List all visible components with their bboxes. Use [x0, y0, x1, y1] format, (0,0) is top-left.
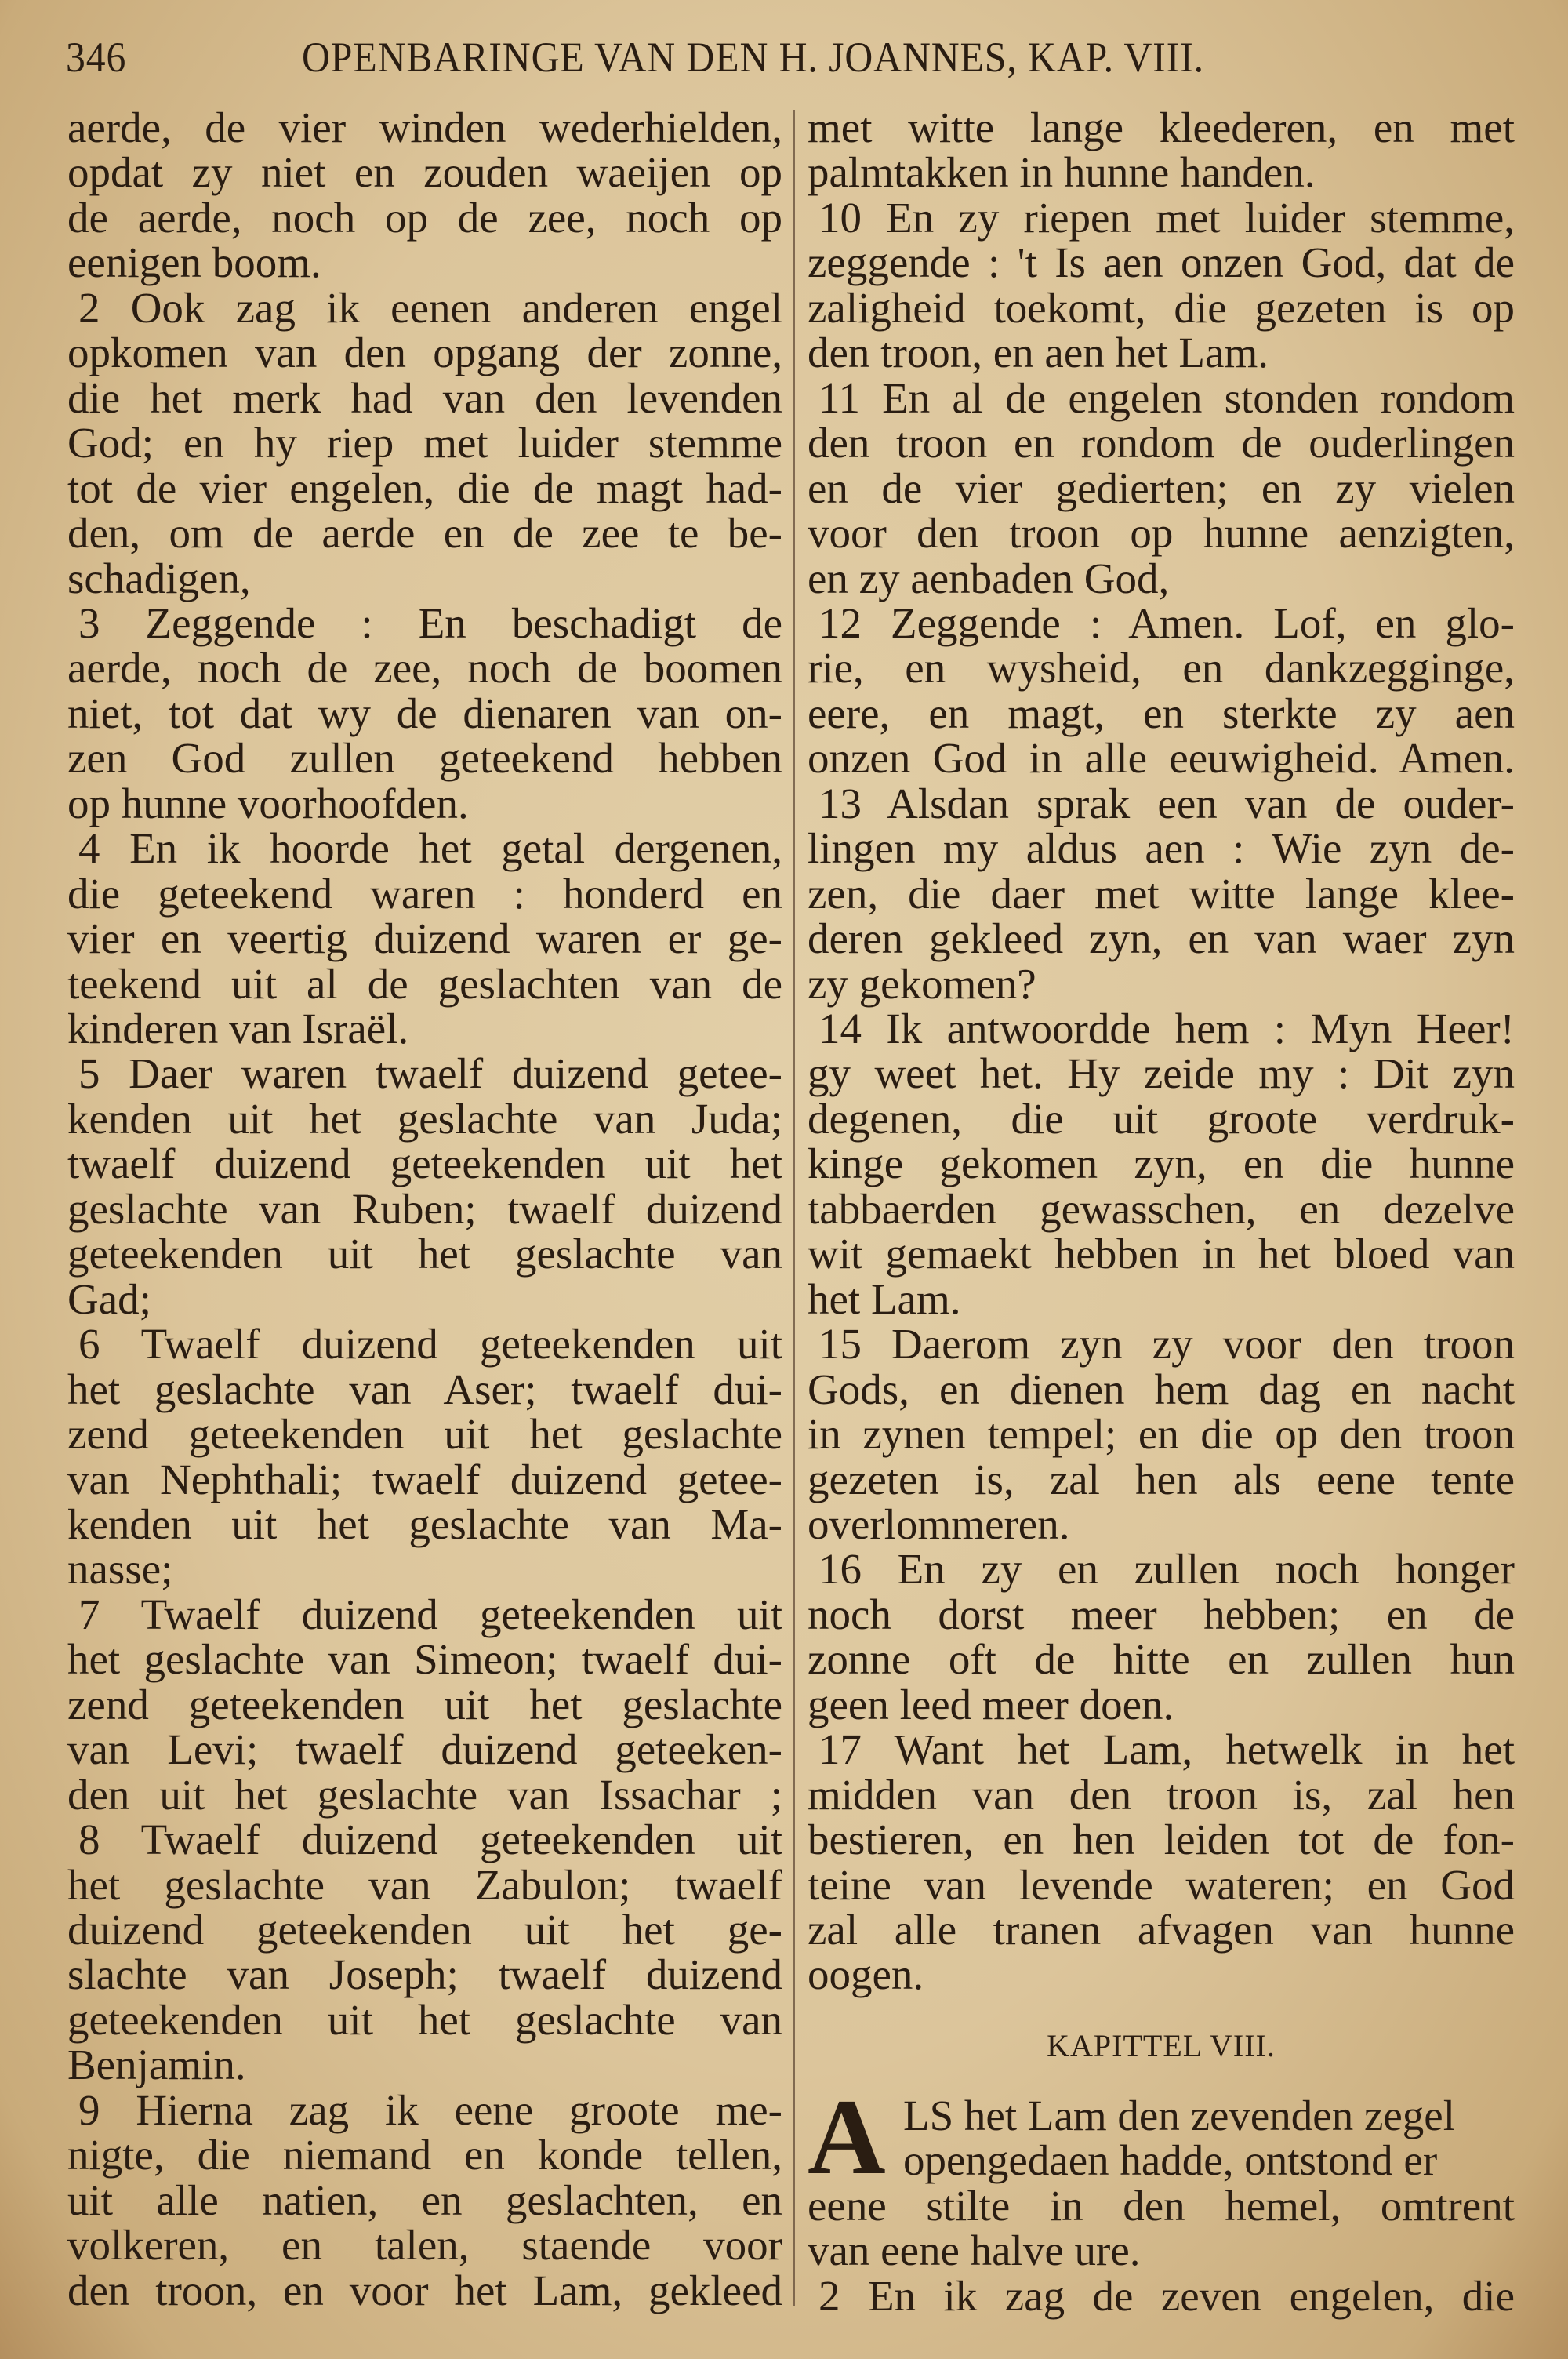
text-line: 3 Zeggende : En beschadigt de: [78, 598, 782, 647]
text-line: zonne oft de hitte en zullen hun: [808, 1635, 1515, 1684]
text-line: 2 En ik zag de zeven engelen, die: [818, 2271, 1515, 2320]
text-line: zend geteekenden uit het geslachte: [67, 1680, 782, 1728]
text-line: geteekenden uit het geslachte van: [67, 1230, 782, 1278]
text-line: geslachte van Ruben; twaelf duizend: [67, 1184, 782, 1233]
text-line: van eene halve ure.: [808, 2226, 1141, 2275]
text-line: 13 Alsdan sprak een van de ouder-: [818, 779, 1515, 827]
text-line: geteekenden uit het geslachte van: [67, 1995, 782, 2044]
text-line: op hunne voorhoofden.: [67, 779, 469, 827]
text-line: twaelf duizend geteekenden uit het: [67, 1140, 782, 1188]
text-line: slachte van Joseph; twaelf duizend: [67, 1950, 782, 1999]
text-line: en zy aenbaden God,: [808, 554, 1170, 602]
text-line: vier en veertig duizend waren er ge-: [67, 914, 782, 963]
text-line: die het merk had van den levenden: [67, 373, 782, 422]
text-line: niet, tot dat wy de dienaren van on-: [67, 689, 782, 737]
text-line: volkeren, en talen, staende voor: [67, 2221, 782, 2270]
text-line: 12 Zeggende : Amen. Lof, en glo-: [818, 598, 1515, 647]
text-line: teekend uit al de geslachten van de: [67, 959, 782, 1008]
text-line: 17 Want het Lam, hetwelk in het: [818, 1725, 1515, 1774]
text-line: aerde, de vier winden wederhielden,: [67, 104, 782, 151]
text-line: opdat zy niet en zouden waeijen op: [67, 148, 782, 197]
text-line: midden van den troon is, zal hen: [808, 1770, 1515, 1819]
text-line: den troon, en voor het Lam, gekleed: [67, 2266, 782, 2314]
text-line: bestieren, en hen leiden tot de fon-: [808, 1816, 1515, 1864]
text-line: in zynen tempel; en die op den troon: [808, 1410, 1515, 1459]
text-line: wit gemaekt hebben in het bloed van: [808, 1230, 1515, 1278]
text-line: het geslachte van Aser; twaelf dui-: [67, 1365, 782, 1413]
text-line: tot de vier engelen, die de magt had-: [67, 463, 782, 512]
text-line: uit alle natien, en geslachten, en: [67, 2175, 782, 2224]
text-line: eenigen boom.: [67, 238, 321, 287]
text-line: noch dorst meer hebben; en de: [808, 1590, 1515, 1638]
text-line: gezeten is, zal hen als eene tente: [808, 1455, 1515, 1503]
text-line: onzen God in alle eeuwigheid. Amen.: [808, 734, 1515, 783]
text-line: palmtakken in hunne handen.: [808, 148, 1316, 197]
text-line: zy gekomen?: [808, 959, 1036, 1008]
text-line: duizend geteekenden uit het ge-: [67, 1906, 782, 1954]
text-line: 5 Daer waren twaelf duizend getee-: [78, 1049, 782, 1098]
text-line: met witte lange kleederen, en met: [808, 104, 1515, 151]
drop-cap: A: [808, 2077, 886, 2197]
text-line: LS het Lam den zevenden zegel: [903, 2092, 1455, 2139]
text-line: degenen, die uit groote verdruk-: [808, 1094, 1515, 1143]
text-line: 9 Hierna zag ik eene groote me-: [78, 2085, 782, 2134]
chapter-heading: KAPITTEL VIII.: [1047, 2028, 1276, 2063]
text-line: eene stilte in den hemel, omtrent: [808, 2181, 1515, 2230]
text-line: 6 Twaelf duizend geteekenden uit: [78, 1320, 782, 1369]
text-line: kinderen van Israël.: [67, 1005, 409, 1052]
page-number: 346: [66, 34, 127, 81]
column-divider: [793, 110, 795, 2306]
text-line: zen God zullen geteekend hebben: [67, 734, 782, 783]
text-line: nigte, die niemand en konde tellen,: [67, 2131, 782, 2179]
text-line: kenden uit het geslachte van Juda;: [67, 1094, 782, 1143]
text-line: tabbaerden gewasschen, en dezelve: [808, 1184, 1515, 1233]
text-line: van Levi; twaelf duizend geteeken-: [67, 1725, 782, 1774]
text-line: 10 En zy riepen met luider stemme,: [818, 193, 1515, 242]
text-line: 16 En zy en zullen noch honger: [818, 1545, 1515, 1594]
text-line: geen leed meer doen.: [808, 1680, 1174, 1728]
text-line: 7 Twaelf duizend geteekenden uit: [78, 1590, 782, 1638]
text-line: het geslachte van Simeon; twaelf dui-: [67, 1635, 782, 1684]
text-line: zen, die daer met witte lange klee-: [808, 869, 1515, 918]
text-line: Gad;: [67, 1274, 151, 1323]
text-line: 4 En ik hoorde het getal dergenen,: [78, 824, 782, 873]
text-line: 15 Daerom zyn zy voor den troon: [818, 1320, 1515, 1369]
text-line: rie, en wysheid, en dankzegginge,: [808, 644, 1515, 692]
text-line: het geslachte van Zabulon; twaelf: [67, 1860, 782, 1909]
text-line: overlommeren.: [808, 1499, 1070, 1548]
running-title: OPENBARINGE VAN DEN H. JOANNES, KAP. VIII.: [302, 34, 1204, 81]
text-line: nasse;: [67, 1545, 173, 1594]
text-line: lingen my aldus aen : Wie zyn de-: [808, 824, 1515, 873]
text-line: het Lam.: [808, 1274, 961, 1323]
text-line: 11 En al de engelen stonden rondom: [818, 373, 1515, 422]
text-line: den troon, en aen het Lam.: [808, 329, 1269, 377]
text-line: zal alle tranen afvagen van hunne: [808, 1906, 1515, 1954]
text-line: teine van levende wateren; en God: [808, 1860, 1515, 1909]
text-line: aerde, noch de zee, noch de boomen: [67, 644, 782, 692]
text-line: schadigen,: [67, 554, 251, 602]
text-line: van Nephthali; twaelf duizend getee-: [67, 1455, 782, 1503]
text-line: Benjamin.: [67, 2041, 246, 2089]
text-line: God; en hy riep met luider stemme: [67, 419, 782, 467]
text-line: die geteekend waren : honderd en: [67, 869, 782, 918]
text-line: 14 Ik antwoordde hem : Myn Heer!: [818, 1005, 1515, 1052]
text-line: den uit het geslachte van Issachar ;: [67, 1770, 782, 1819]
text-line: voor den troon op hunne aenzigten,: [808, 509, 1515, 558]
text-line: de aerde, noch op de zee, noch op: [67, 193, 782, 242]
text-line: Gods, en dienen hem dag en nacht: [808, 1365, 1515, 1413]
text-line: zend geteekenden uit het geslachte: [67, 1410, 782, 1459]
text-line: 8 Twaelf duizend geteekenden uit: [78, 1816, 782, 1864]
text-line: opengedaen hadde, ontstond er: [903, 2136, 1438, 2185]
text-line: opkomen van den opgang der zonne,: [67, 329, 782, 377]
text-line: den troon en rondom de ouderlingen: [808, 419, 1515, 467]
text-line: den, om de aerde en de zee te be-: [67, 509, 782, 558]
text-line: eere, en magt, en sterkte zy aen: [808, 689, 1515, 737]
text-line: 2 Ook zag ik eenen anderen engel: [78, 283, 782, 332]
text-line: zaligheid toekomt, die gezeten is op: [808, 283, 1515, 332]
text-line: oogen.: [808, 1950, 924, 1999]
text-line: deren gekleed zyn, en van waer zyn: [808, 914, 1515, 963]
text-line: zeggende : 't Is aen onzen God, dat de: [808, 238, 1515, 287]
text-line: gy weet het. Hy zeide my : Dit zyn: [808, 1049, 1515, 1098]
text-line: en de vier gedierten; en zy vielen: [808, 463, 1515, 512]
text-line: kinge gekomen zyn, en die hunne: [808, 1140, 1515, 1188]
text-line: kenden uit het geslachte van Ma-: [67, 1499, 782, 1548]
